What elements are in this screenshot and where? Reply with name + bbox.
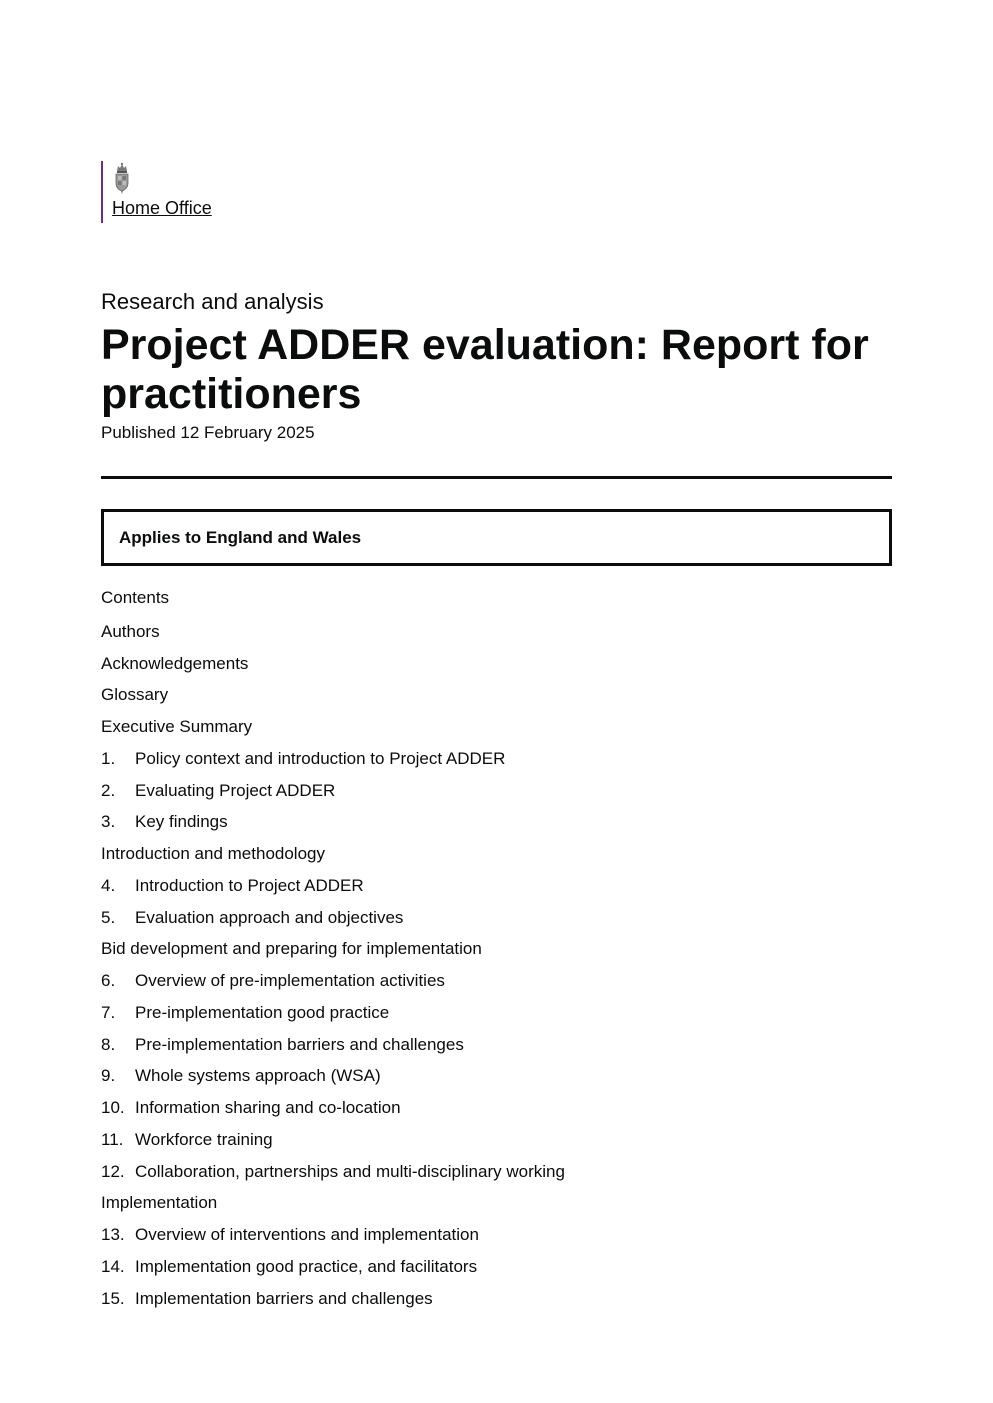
contents-item[interactable]	[101, 716, 252, 738]
contents-item[interactable]	[101, 780, 335, 802]
contents-item-number: 12.	[101, 1162, 125, 1181]
contents-item[interactable]	[101, 1034, 464, 1056]
contents-item-number: 14.	[101, 1257, 125, 1276]
contents-item-link[interactable]: Pre-implementation barriers and challenges	[135, 1035, 464, 1054]
page-title: Project ADDER evaluation: Report for practitioners	[101, 321, 869, 418]
contents-item[interactable]	[101, 811, 228, 833]
contents-item-link[interactable]: Information sharing and co-location	[135, 1098, 401, 1117]
contents-item-link[interactable]: Overview of pre-implementation activities	[135, 971, 445, 990]
contents-item-link[interactable]: Bid development and preparing for implementation	[101, 939, 482, 958]
contents-item-number: 2.	[101, 781, 116, 800]
contents-item-number: 11.	[101, 1130, 124, 1149]
contents-item[interactable]	[101, 1161, 565, 1183]
contents-item[interactable]	[101, 1224, 479, 1246]
contents-item-link[interactable]: Acknowledgements	[101, 654, 249, 673]
organisation-name-link[interactable]: Home Office	[112, 198, 212, 218]
contents-item[interactable]	[101, 1288, 433, 1310]
contents-item-link[interactable]: Pre-implementation good practice	[135, 1003, 390, 1022]
contents-item-link[interactable]: Introduction and methodology	[101, 844, 325, 863]
contents-item-number: 6.	[101, 971, 116, 990]
contents-item[interactable]	[101, 748, 505, 770]
contents-item-number: 7.	[101, 1003, 116, 1022]
contents-item[interactable]	[101, 1129, 273, 1151]
contents-item-number: 8.	[101, 1035, 116, 1054]
contents-item[interactable]	[101, 653, 248, 675]
contents-item[interactable]	[101, 1065, 381, 1087]
contents-item-number: 15.	[101, 1289, 125, 1308]
contents-item-link[interactable]: Glossary	[101, 685, 169, 704]
contents-item-number: 5.	[101, 908, 116, 927]
contents-item-link[interactable]: Collaboration, partnerships and multi-disciplinary working	[135, 1162, 565, 1181]
contents-item-link[interactable]: Evaluation approach and objectives	[135, 908, 404, 927]
contents-item[interactable]	[101, 843, 325, 865]
contents-item-link[interactable]: Evaluating Project ADDER	[135, 781, 336, 800]
contents-item[interactable]	[101, 1002, 389, 1024]
contents-item[interactable]	[101, 1256, 477, 1278]
contents-item[interactable]	[101, 907, 403, 929]
organisation-logo[interactable]	[101, 161, 212, 223]
applies-to-text: Applies to England and Wales	[119, 528, 362, 547]
contents-item[interactable]	[101, 621, 160, 643]
contents-item-link[interactable]: Whole systems approach (WSA)	[135, 1066, 381, 1085]
contents-item[interactable]	[101, 1097, 401, 1119]
contents-item-link[interactable]: Implementation good practice, and facilitators	[135, 1257, 478, 1276]
contents-item-link[interactable]: Policy context and introduction to Project ADDER	[135, 749, 506, 768]
contents-item[interactable]	[101, 684, 168, 706]
contents-item-link[interactable]: Implementation	[101, 1193, 218, 1212]
contents-item-number: 1.	[101, 749, 116, 768]
contents-item[interactable]	[101, 875, 364, 897]
contents-item-number: 10.	[101, 1098, 125, 1117]
contents-item-link[interactable]: Authors	[101, 622, 160, 641]
contents-item-link[interactable]: Key findings	[135, 812, 228, 831]
contents-item[interactable]	[101, 970, 445, 992]
royal-coat-of-arms-icon	[112, 162, 132, 194]
contents-item-link[interactable]: Contents	[101, 588, 170, 607]
published-date: Published 12 February 2025	[101, 423, 315, 442]
document-type: Research and analysis	[101, 289, 324, 314]
contents-item-number: 4.	[101, 876, 116, 895]
contents-item-link[interactable]: Workforce training	[135, 1130, 273, 1149]
divider	[101, 476, 892, 479]
contents-item[interactable]	[101, 938, 482, 960]
contents-item-number: 13.	[101, 1225, 125, 1244]
contents-item[interactable]	[101, 587, 169, 609]
contents-item-number: 3.	[101, 812, 116, 831]
contents-item-link[interactable]: Implementation barriers and challenges	[135, 1289, 433, 1308]
contents-item-link[interactable]: Introduction to Project ADDER	[135, 876, 364, 895]
contents-item[interactable]	[101, 1192, 217, 1214]
contents-item-link[interactable]: Executive Summary	[101, 717, 253, 736]
applies-to-callout	[101, 509, 892, 566]
contents-item-number: 9.	[101, 1066, 116, 1085]
contents-item-link[interactable]: Overview of interventions and implementation	[135, 1225, 479, 1244]
